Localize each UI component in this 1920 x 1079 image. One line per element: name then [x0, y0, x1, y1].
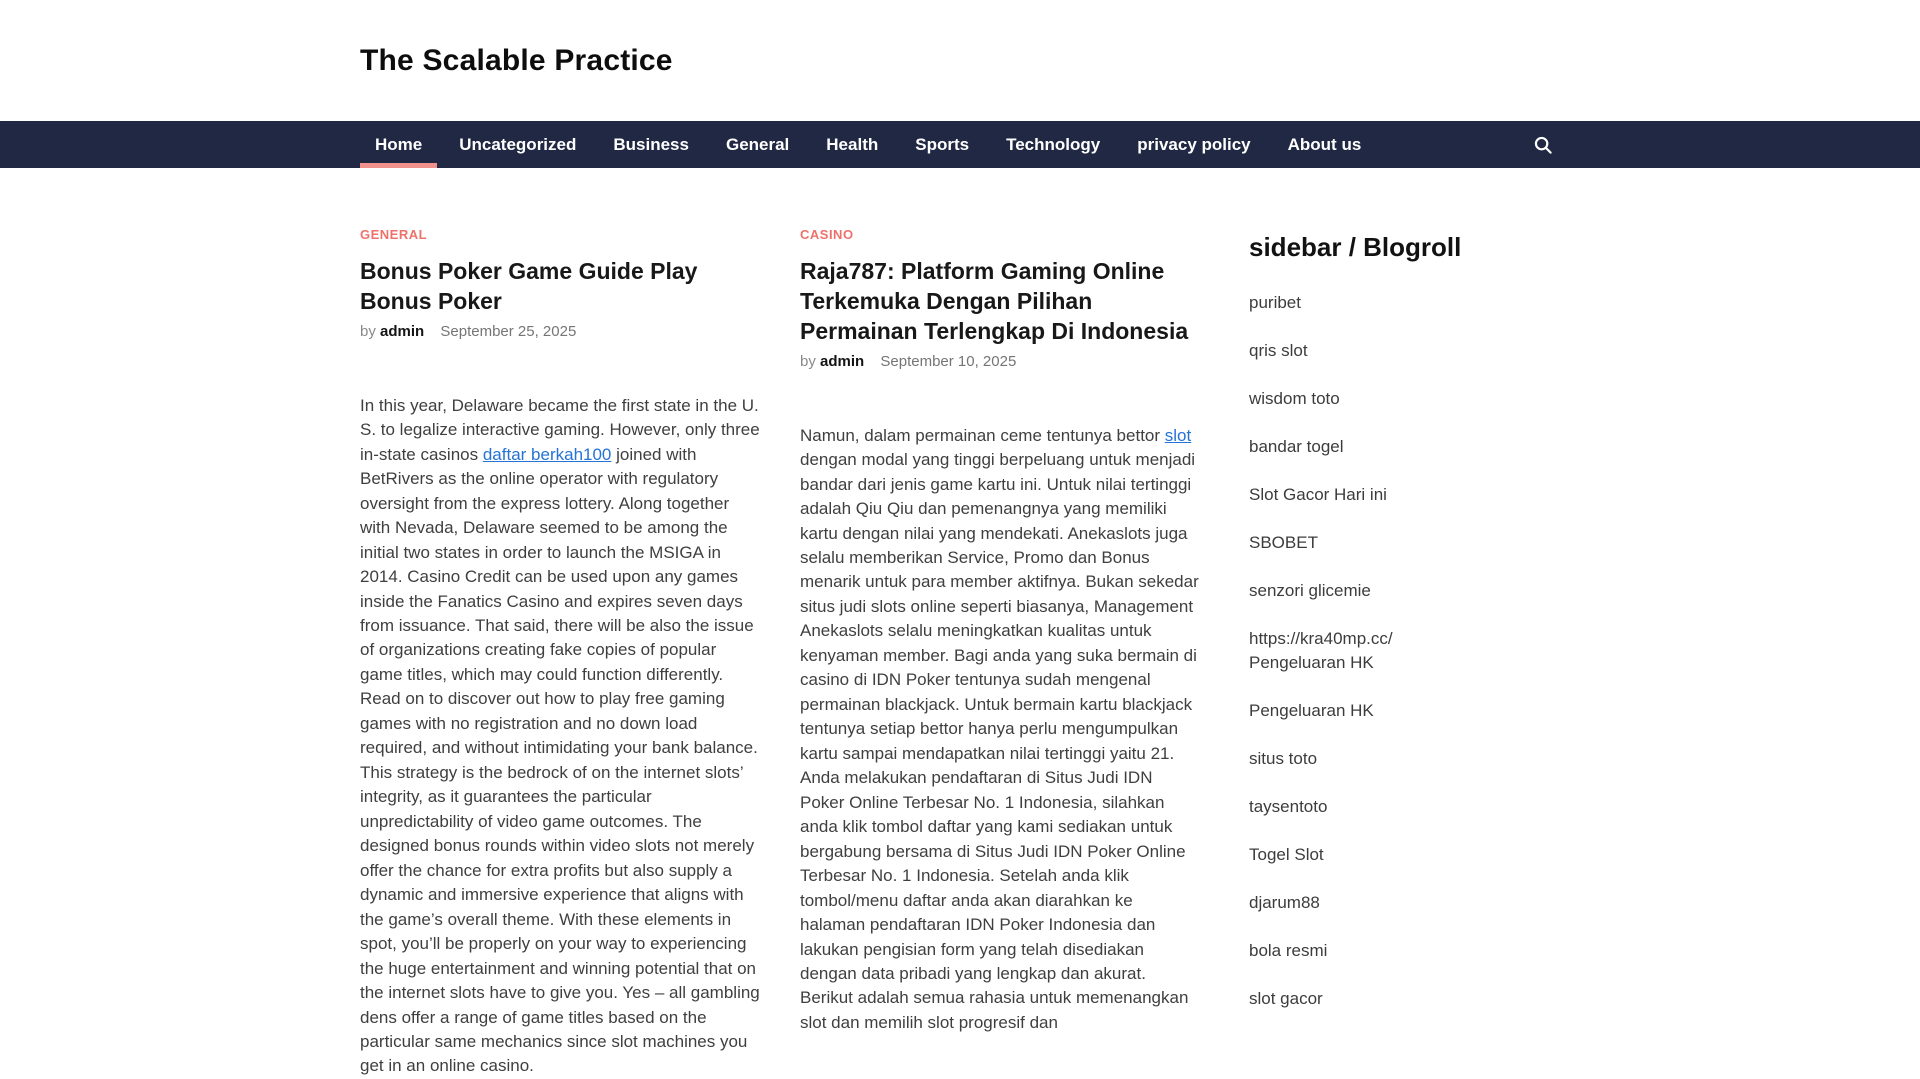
blogroll-item [1249, 483, 1490, 507]
blogroll-item [1249, 795, 1490, 819]
nav-item-sports[interactable]: Sports [915, 134, 970, 154]
blogroll-item [1249, 627, 1490, 675]
byline-by-label: by [360, 322, 376, 340]
blogroll-item [1249, 435, 1490, 459]
blogroll-list [1249, 291, 1490, 1011]
post-title-link[interactable]: Raja787: Platform Gaming Online Terkemuka Dengan Pilihan Permainan Terlengkap Di Indonesia [800, 258, 1189, 344]
blogroll-link[interactable]: taysentoto [1249, 797, 1328, 816]
author-link[interactable]: admin [820, 352, 865, 370]
blogroll-item [1249, 699, 1490, 723]
post-title [800, 257, 1200, 347]
post-category[interactable]: GENERAL [360, 227, 428, 242]
blogroll-item [1249, 387, 1490, 411]
inline-text-link[interactable]: slot [1164, 425, 1192, 445]
sidebar-blogroll [1249, 226, 1490, 1079]
inline-text-link[interactable]: daftar berkah100 [482, 444, 612, 464]
blogroll-item [1249, 843, 1490, 867]
main-nav [0, 121, 1920, 168]
post-date[interactable]: September 10, 2025 [880, 352, 1017, 370]
article-paragraph: Namun, dalam permainan ceme tentunya bettor slot dengan modal yang tinggi berpeluang untuk menjadi bandar dari jenis game kartu ini. Untuk nilai tertinggi adalah Qiu Qiu dan pemenangnya yang memiliki kartu dengan nilai yang mendekati. Anekaslots juga selalu memberikan Service, Promo dan Bonus menarik untuk para member aktifnya. Bukan sekedar situs judi slots online seperti biasanya, Management Anekaslots selalu meningkatkan kualitas untuk kenyaman member. Bagi anda yang suka bermain di casino di IDN Poker tentunya sudah mengenal permainan blackjack. Untuk bermain kartu blackjack tentunya setiap bettor hanya perlu mengumpulkan kartu sampai mendapatkan nilai tertinggi yaitu 21. [800, 425, 1199, 763]
article-body [360, 394, 760, 1079]
article-paragraph: This strategy is the bedrock of on the internet slots’ integrity, as it guarantees the particular unpredictability of video game outcomes. The designed bonus rounds within video slots not merely offer the chance for extra profits but also supply a dynamic and immersive experience that aligns with the game’s overall theme. With these elements in spot, you’ll be properly on your way to experiencing the huge entertainment and winning potential that on the internet slots have to give you. Yes – all gambling dens offer a range of game titles based on the particular same mechanics since slot machines you get in an online casino. [360, 762, 760, 1076]
nav-item-general[interactable]: General [725, 134, 790, 154]
blogroll-item [1249, 291, 1490, 315]
blogroll-link[interactable]: wisdom toto [1249, 389, 1340, 408]
article-paragraph: In this year, Delaware became the first state in the U. S. to legalize interactive gaming. However, only three in-state casinos daftar berkah100 joined with BetRivers as the online operator with regulatory oversight from the express lottery. Along together with Nevada, Delaware seemed to be among the initial two states in order to launch the MSIGA in 2014. Casino Credit can be used upon any games inside the Fanatics Casino and expires seven days from issuance. That said, there will be also the issue of organizations creating fake copies of popular game titles, which may could function differently. Read on to discover out how to play free gaming games with no registration and no down load required, and without intimidating your bank balance. [360, 395, 760, 758]
sidebar-title: sidebar / Blogroll [1249, 232, 1462, 262]
nav-item-health[interactable]: Health [826, 134, 879, 154]
blogroll-item [1249, 531, 1490, 555]
blogroll-item [1249, 747, 1490, 771]
blogroll-link[interactable]: Pengeluaran HK [1249, 701, 1374, 720]
blogroll-link[interactable]: qris slot [1249, 341, 1308, 360]
post-title [360, 257, 760, 317]
post-title-link[interactable]: Bonus Poker Game Guide Play Bonus Poker [360, 258, 698, 314]
blogroll-link[interactable]: https://kra40mp.cc/ Pengeluaran HK [1249, 629, 1393, 672]
blogroll-link[interactable]: puribet [1249, 293, 1301, 312]
nav-item-business[interactable]: Business [613, 134, 689, 154]
search-icon [1532, 134, 1554, 156]
blogroll-link[interactable]: Slot Gacor Hari ini [1249, 485, 1387, 504]
article-raja787 [800, 226, 1200, 1079]
nav-item-technology[interactable]: Technology [1006, 134, 1101, 154]
post-byline [800, 353, 1200, 370]
nav-item-uncategorized[interactable]: Uncategorized [459, 134, 577, 154]
post-category[interactable]: CASINO [800, 227, 854, 242]
site-title[interactable]: The Scalable Practice [360, 43, 673, 77]
nav-item-about-us[interactable]: About us [1287, 134, 1362, 154]
blogroll-item [1249, 579, 1490, 603]
main-content [0, 168, 1920, 1079]
article-body [800, 424, 1200, 1036]
site-header [0, 0, 1920, 121]
blogroll-item [1249, 891, 1490, 915]
blogroll-link[interactable]: djarum88 [1249, 893, 1320, 912]
article-bonus-poker [360, 226, 760, 1079]
post-byline [360, 323, 760, 340]
byline-by-label: by [800, 352, 816, 370]
blogroll-item [1249, 939, 1490, 963]
blogroll-link[interactable]: bola resmi [1249, 941, 1328, 960]
blogroll-link[interactable]: senzori glicemie [1249, 581, 1371, 600]
post-date[interactable]: September 25, 2025 [440, 322, 577, 340]
blogroll-link[interactable]: SBOBET [1249, 533, 1318, 552]
blogroll-item [1249, 339, 1490, 363]
article-paragraph: Anda melakukan pendaftaran di Situs Judi IDN Poker Online Terbesar No. 1 Indonesia, silahkan anda klik tombol daftar yang kami sediakan untuk bergabung bersama di Situs Judi IDN Poker Online Terbesar No. 1 Indonesia. Setelah anda klik tombol/menu daftar anda akan diarahkan ke halaman pendaftaran IDN Poker Indonesia dan lakukan pengisian form yang telah disediakan dengan data pribadi yang lengkap dan akurat. Berikut adalah semua rahasia untuk memenangkan slot dan memilih slot progresif dan [800, 768, 1189, 1032]
blogroll-link[interactable]: bandar togel [1249, 437, 1344, 456]
author-link[interactable]: admin [380, 322, 425, 340]
nav-item-home[interactable]: Home [360, 121, 437, 168]
blogroll-link[interactable]: situs toto [1249, 749, 1318, 768]
search-button[interactable] [1526, 121, 1560, 168]
blogroll-link[interactable]: Togel Slot [1249, 845, 1324, 864]
nav-item-privacy-policy[interactable]: privacy policy [1137, 134, 1251, 154]
blogroll-item [1249, 987, 1490, 1011]
blogroll-link[interactable]: slot gacor [1249, 989, 1323, 1008]
